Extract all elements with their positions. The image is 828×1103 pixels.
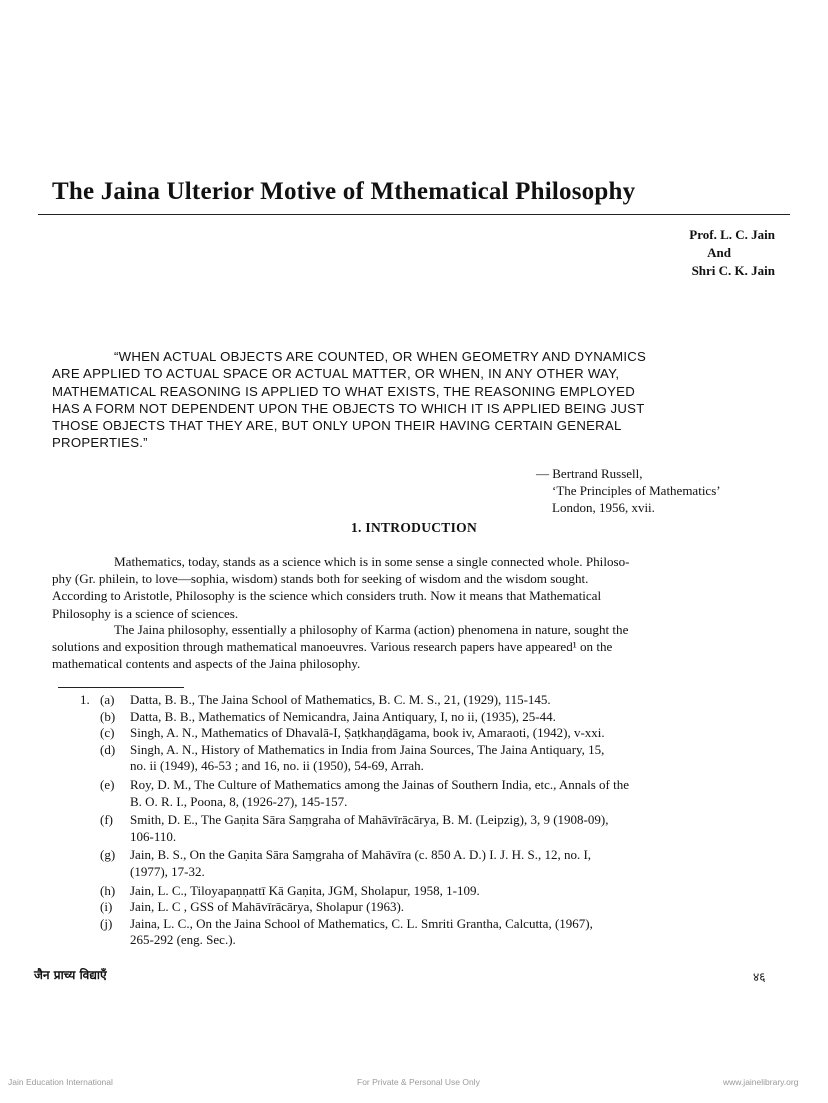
- footnote-line: Datta, B. B., The Jaina School of Mathematics, B. C. M. S., 21, (1929), 115-145.: [130, 692, 551, 707]
- title-divider: [38, 214, 790, 215]
- quote-line: THOSE OBJECTS THAT THEY ARE, BUT ONLY UPON THEIR HAVING CERTAIN GENERAL: [52, 418, 622, 434]
- paragraph-line: phy (Gr. philein, to love—sophia, wisdom) stands both for seeking of wisdom and the wisdom sought.: [52, 571, 589, 587]
- footnote-text: [130, 847, 776, 880]
- footnote-text: [130, 916, 776, 949]
- paragraph-line: According to Aristotle, Philosophy is the science which considers truth. Now it means that Mathematical: [52, 588, 602, 604]
- quote-line: PROPERTIES.”: [52, 435, 148, 451]
- footnote-item: [80, 812, 776, 845]
- footnote-line: Jain, L. C , GSS of Mahāvīrācārya, Sholapur (1963).: [130, 899, 405, 915]
- footnote-line: no. ii (1949), 46-53 ; and 16, no. ii (1950), 54-69, Arrah.: [130, 758, 424, 774]
- author-1: Prof. L. C. Jain: [689, 227, 775, 242]
- paragraph-line: The Jaina philosophy, essentially a philosophy of Karma (action) phenomena in nature, sought the: [114, 622, 629, 637]
- credit-right: www.jainelibrary.org: [723, 1077, 799, 1087]
- quote-line: MATHEMATICAL REASONING IS APPLIED TO WHAT EXISTS, THE REASONING EMPLOYED: [52, 383, 635, 399]
- footnote-label: (b): [100, 708, 116, 724]
- footnote-item: [80, 916, 776, 949]
- footnote-line: Jaina, L. C., On the Jaina School of Mathematics, C. L. Smriti Grantha, Calcutta, (1967),: [130, 915, 593, 931]
- quote-line: ARE APPLIED TO ACTUAL SPACE OR ACTUAL MATTER, OR WHEN, IN ANY OTHER WAY,: [52, 366, 620, 382]
- attribution-author: — Bertrand Russell,: [536, 466, 643, 481]
- journal-name-footer: जैन प्राच्य विद्याएँ: [34, 968, 107, 982]
- quote-attribution: [536, 465, 786, 516]
- attribution-publication: London, 1956, xvii.: [552, 500, 655, 515]
- footnote-item: [80, 692, 776, 709]
- paragraph-line: solutions and exposition through mathematical manoeuvres. Various research papers have appeared¹ on the: [52, 639, 613, 655]
- article-title: The Jaina Ulterior Motive of Mthematical Philosophy: [52, 178, 636, 205]
- footnote-label: (d): [100, 741, 116, 757]
- paragraph-line: Mathematics, today, stands as a science which is in some sense a single connected whole. Philoso-: [114, 554, 630, 569]
- footnote-number: 1.: [80, 692, 90, 707]
- footnote-line: Smith, D. E., The Gaṇita Sāra Saṃgraha of Mahāvīrācārya, B. M. (Leipzig), 3, 9 (1908-09),: [130, 812, 609, 828]
- footnote-label: (i): [100, 899, 113, 915]
- footnote-item: [80, 777, 776, 810]
- body-paragraph: [52, 621, 774, 673]
- footnote-label: (j): [100, 915, 113, 931]
- footnote-label: (e): [100, 776, 115, 792]
- quote-line: “WHEN ACTUAL OBJECTS ARE COUNTED, OR WHEN GEOMETRY AND DYNAMICS: [114, 349, 647, 364]
- footnote-line: 106-110.: [130, 828, 177, 844]
- footnote-item: [80, 899, 776, 916]
- author-block: [560, 226, 775, 280]
- author-conjunction: And: [707, 245, 731, 260]
- footnote-line: Jain, B. S., On the Gaṇita Sāra Saṃgraha of Mahāvīra (c. 850 A. D.) I. J. H. S., 12, no. I,: [130, 847, 592, 863]
- footnote-line: Singh, A. N., History of Mathematics in India from Jaina Sources, The Jaina Antiquary, 15,: [130, 741, 605, 757]
- footnote-line: Roy, D. M., The Culture of Mathematics among the Jainas of Southern India, etc., Annals of the: [130, 776, 629, 792]
- epigraph-quote: [52, 348, 774, 452]
- footnote-text: [130, 883, 776, 900]
- footnote-label: (g): [100, 847, 116, 863]
- credit-center: For Private & Personal Use Only: [357, 1077, 480, 1087]
- footnote-divider: [58, 687, 184, 688]
- footnote-text: [130, 725, 776, 742]
- footnote-line: 265-292 (eng. Sec.).: [130, 932, 236, 948]
- footnote-item: [80, 847, 776, 880]
- footnote-text: [130, 777, 776, 810]
- footnotes: [80, 692, 776, 949]
- quote-line: HAS A FORM NOT DEPENDENT UPON THE OBJECTS TO WHICH IT IS APPLIED BEING JUST: [52, 400, 645, 416]
- footnote-text: [130, 692, 776, 709]
- section-heading: 1. INTRODUCTION: [350, 520, 477, 535]
- footnote-text: [130, 899, 776, 916]
- footnote-item: [80, 742, 776, 775]
- credit-left: Jain Education International: [8, 1077, 113, 1087]
- footnote-text: [130, 812, 776, 845]
- attribution-work: ‘The Principles of Mathematics’: [552, 483, 721, 498]
- footnote-item: [80, 725, 776, 742]
- footnote-line: Jain, L. C., Tiloyapaṇṇattī Kā Gaṇita, JGM, Sholapur, 1958, 1-109.: [130, 882, 480, 898]
- footnote-label: (f): [100, 812, 113, 828]
- footnote-item: [80, 883, 776, 900]
- paragraph-line: Philosophy is a science of sciences.: [52, 605, 239, 621]
- page-number: ४६: [753, 970, 766, 984]
- footnote-item: [80, 709, 776, 726]
- footnote-text: [130, 709, 776, 726]
- paragraph-line: mathematical contents and aspects of the Jaina philosophy.: [52, 656, 361, 672]
- author-2: Shri C. K. Jain: [691, 263, 775, 278]
- footnote-label: (h): [100, 882, 116, 898]
- footnote-label: (c): [100, 725, 115, 741]
- footnote-line: (1977), 17-32.: [130, 863, 205, 879]
- body-paragraph: [52, 553, 774, 622]
- footnote-line: Datta, B. B., Mathematics of Nemicandra, Jaina Antiquary, I, no ii, (1935), 25-44.: [130, 708, 556, 724]
- footnote-line: Singh, A. N., Mathematics of Dhavalā-I, Ṣaṭkhaṇḍāgama, book iv, Amaraoti, (1942), v-xxi.: [130, 725, 605, 741]
- footnote-text: [130, 742, 776, 775]
- footnote-label: (a): [100, 692, 115, 707]
- footnote-line: B. O. R. I., Poona, 8, (1926-27), 145-157.: [130, 793, 348, 809]
